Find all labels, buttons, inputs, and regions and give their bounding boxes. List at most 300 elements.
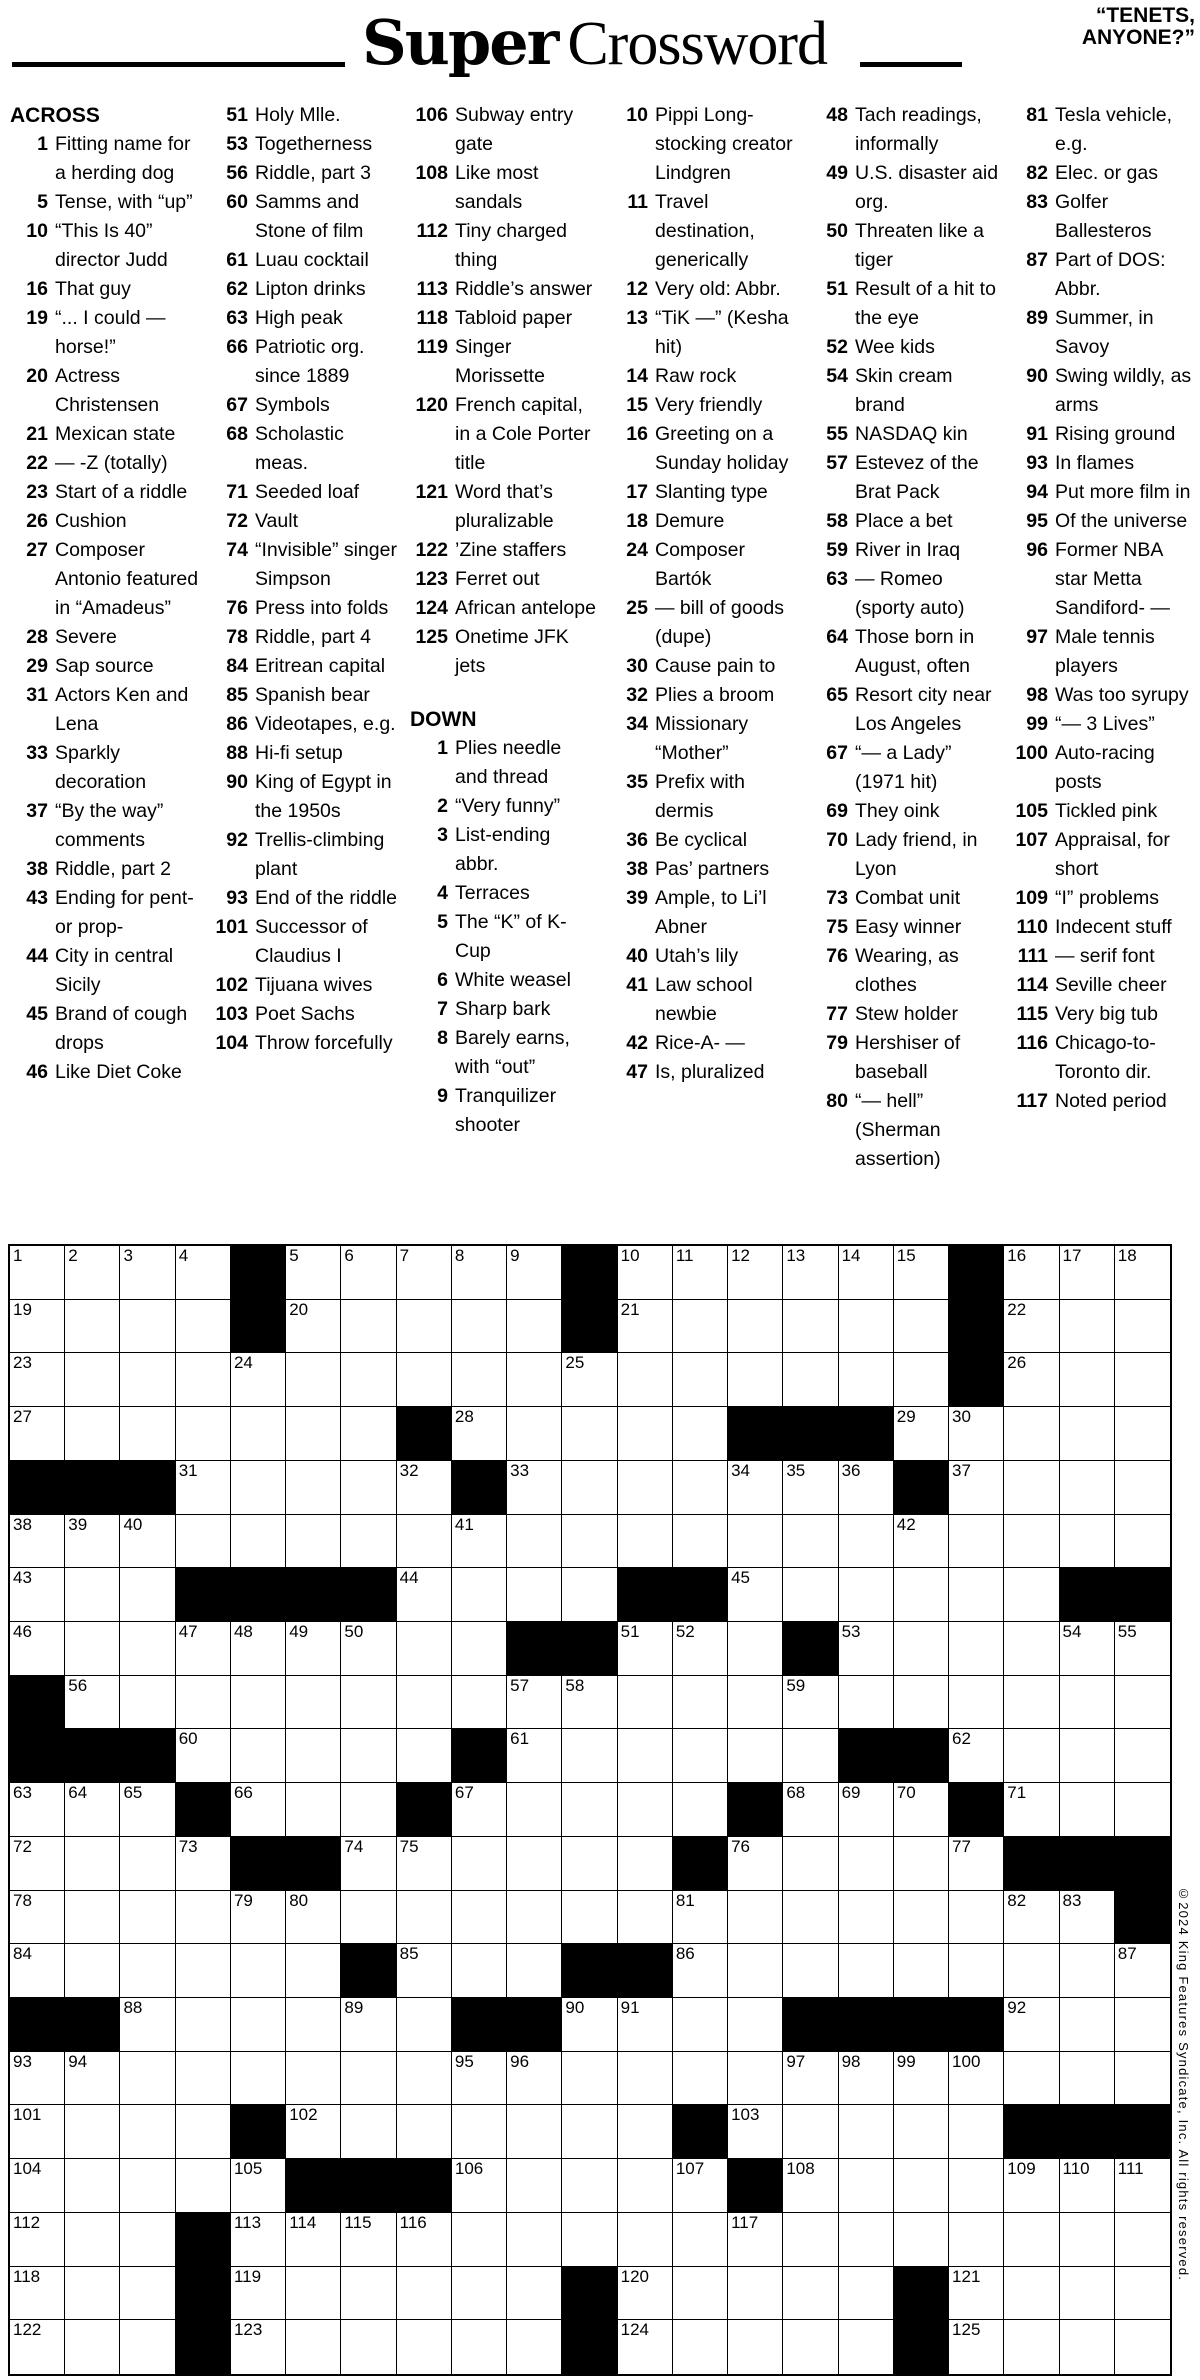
grid-cell[interactable] [728, 1515, 783, 1569]
grid-cell[interactable] [894, 1515, 949, 1569]
grid-cell[interactable] [1004, 1461, 1059, 1515]
grid-cell[interactable] [452, 2105, 507, 2159]
grid-cell[interactable] [673, 1729, 728, 1783]
grid-cell[interactable] [839, 2267, 894, 2321]
grid-cell[interactable] [507, 2213, 562, 2267]
grid-cell[interactable] [673, 1353, 728, 1407]
grid-cell[interactable] [562, 2105, 617, 2159]
grid-cell[interactable] [728, 1837, 783, 1891]
grid-cell[interactable] [397, 1515, 452, 1569]
grid-cell[interactable] [1060, 1515, 1115, 1569]
grid-cell[interactable] [1004, 2159, 1059, 2213]
grid-cell[interactable] [839, 1515, 894, 1569]
grid-cell[interactable] [176, 1407, 231, 1461]
grid-cell[interactable] [507, 1568, 562, 1622]
grid-cell[interactable] [618, 1998, 673, 2052]
grid-cell[interactable] [783, 2320, 838, 2374]
grid-cell[interactable] [452, 2052, 507, 2106]
grid-cell[interactable] [894, 1676, 949, 1730]
grid-cell[interactable] [1115, 1515, 1170, 1569]
grid-cell[interactable] [286, 2320, 341, 2374]
grid-cell[interactable] [562, 1515, 617, 1569]
grid-cell[interactable] [894, 1837, 949, 1891]
grid-cell[interactable] [783, 2052, 838, 2106]
grid-cell[interactable] [452, 2267, 507, 2321]
grid-cell[interactable] [1060, 1729, 1115, 1783]
grid-cell[interactable] [65, 1891, 120, 1945]
grid-cell[interactable] [1060, 1783, 1115, 1837]
grid-cell[interactable] [1060, 2159, 1115, 2213]
grid-cell[interactable] [65, 2105, 120, 2159]
grid-cell[interactable] [231, 2267, 286, 2321]
grid-cell[interactable] [618, 2320, 673, 2374]
grid-cell[interactable] [949, 1407, 1004, 1461]
grid-cell[interactable] [341, 1622, 396, 1676]
grid-cell[interactable] [1004, 1407, 1059, 1461]
grid-cell[interactable] [618, 1729, 673, 1783]
grid-cell[interactable] [341, 1515, 396, 1569]
grid-cell[interactable] [1060, 1353, 1115, 1407]
grid-cell[interactable] [65, 2159, 120, 2213]
grid-cell[interactable] [783, 1729, 838, 1783]
grid-cell[interactable] [231, 1729, 286, 1783]
grid-cell[interactable] [286, 2105, 341, 2159]
grid-cell[interactable] [507, 2052, 562, 2106]
grid-cell[interactable] [839, 1461, 894, 1515]
grid-cell[interactable] [65, 1676, 120, 1730]
grid-cell[interactable] [1115, 2267, 1170, 2321]
grid-cell[interactable] [839, 1676, 894, 1730]
grid-cell[interactable] [673, 2267, 728, 2321]
grid-cell[interactable] [728, 1891, 783, 1945]
grid-cell[interactable] [1004, 1783, 1059, 1837]
grid-cell[interactable] [839, 1837, 894, 1891]
grid-cell[interactable] [10, 1407, 65, 1461]
grid-cell[interactable] [452, 1944, 507, 1998]
grid-cell[interactable] [894, 1622, 949, 1676]
grid-cell[interactable] [1004, 1944, 1059, 1998]
grid-cell[interactable] [452, 2320, 507, 2374]
grid-cell[interactable] [507, 1246, 562, 1300]
grid-cell[interactable] [120, 1246, 175, 1300]
grid-cell[interactable] [728, 1353, 783, 1407]
grid-cell[interactable] [286, 1461, 341, 1515]
grid-cell[interactable] [562, 1729, 617, 1783]
grid-cell[interactable] [839, 2105, 894, 2159]
grid-cell[interactable] [10, 2159, 65, 2213]
grid-cell[interactable] [507, 1353, 562, 1407]
grid-cell[interactable] [65, 1300, 120, 1354]
grid-cell[interactable] [231, 1622, 286, 1676]
grid-cell[interactable] [562, 2052, 617, 2106]
grid-cell[interactable] [839, 1568, 894, 1622]
grid-cell[interactable] [10, 1246, 65, 1300]
grid-cell[interactable] [783, 1891, 838, 1945]
grid-cell[interactable] [10, 1300, 65, 1354]
grid-cell[interactable] [231, 2052, 286, 2106]
grid-cell[interactable] [618, 2159, 673, 2213]
grid-cell[interactable] [341, 1783, 396, 1837]
grid-cell[interactable] [894, 1407, 949, 1461]
grid-cell[interactable] [1004, 1300, 1059, 1354]
grid-cell[interactable] [949, 2105, 1004, 2159]
grid-cell[interactable] [231, 1783, 286, 1837]
grid-cell[interactable] [949, 1515, 1004, 1569]
grid-cell[interactable] [286, 1246, 341, 1300]
grid-cell[interactable] [286, 1891, 341, 1945]
grid-cell[interactable] [176, 1944, 231, 1998]
grid-cell[interactable] [839, 1891, 894, 1945]
grid-cell[interactable] [397, 1461, 452, 1515]
grid-cell[interactable] [839, 1300, 894, 1354]
grid-cell[interactable] [1115, 2213, 1170, 2267]
grid-cell[interactable] [562, 2213, 617, 2267]
grid-cell[interactable] [65, 2267, 120, 2321]
grid-cell[interactable] [839, 1353, 894, 1407]
grid-cell[interactable] [618, 2105, 673, 2159]
grid-cell[interactable] [949, 1729, 1004, 1783]
grid-cell[interactable] [452, 1353, 507, 1407]
grid-cell[interactable] [397, 1837, 452, 1891]
grid-cell[interactable] [618, 1461, 673, 1515]
grid-cell[interactable] [949, 2213, 1004, 2267]
grid-cell[interactable] [894, 1568, 949, 1622]
grid-cell[interactable] [1004, 2213, 1059, 2267]
grid-cell[interactable] [1060, 1300, 1115, 1354]
grid-cell[interactable] [286, 1676, 341, 1730]
grid-cell[interactable] [507, 1300, 562, 1354]
grid-cell[interactable] [839, 1783, 894, 1837]
grid-cell[interactable] [397, 2052, 452, 2106]
crossword-grid[interactable] [8, 1244, 1172, 2376]
grid-cell[interactable] [618, 1246, 673, 1300]
grid-cell[interactable] [10, 2213, 65, 2267]
grid-cell[interactable] [673, 1622, 728, 1676]
grid-cell[interactable] [949, 2052, 1004, 2106]
grid-cell[interactable] [1060, 2213, 1115, 2267]
grid-cell[interactable] [1115, 1353, 1170, 1407]
grid-cell[interactable] [120, 1407, 175, 1461]
grid-cell[interactable] [783, 1783, 838, 1837]
grid-cell[interactable] [341, 1300, 396, 1354]
grid-cell[interactable] [728, 1622, 783, 1676]
grid-cell[interactable] [562, 1998, 617, 2052]
grid-cell[interactable] [120, 1891, 175, 1945]
grid-cell[interactable] [618, 1837, 673, 1891]
grid-cell[interactable] [286, 1783, 341, 1837]
grid-cell[interactable] [176, 1461, 231, 1515]
grid-cell[interactable] [949, 2320, 1004, 2374]
grid-cell[interactable] [120, 1783, 175, 1837]
grid-cell[interactable] [452, 1300, 507, 1354]
grid-cell[interactable] [1004, 1515, 1059, 1569]
grid-cell[interactable] [397, 1622, 452, 1676]
grid-cell[interactable] [562, 2159, 617, 2213]
grid-cell[interactable] [562, 1568, 617, 1622]
grid-cell[interactable] [562, 1891, 617, 1945]
grid-cell[interactable] [120, 2105, 175, 2159]
grid-cell[interactable] [894, 1944, 949, 1998]
grid-cell[interactable] [65, 1353, 120, 1407]
grid-cell[interactable] [452, 2159, 507, 2213]
grid-cell[interactable] [949, 2159, 1004, 2213]
grid-cell[interactable] [397, 2213, 452, 2267]
grid-cell[interactable] [783, 2105, 838, 2159]
grid-cell[interactable] [176, 1998, 231, 2052]
grid-cell[interactable] [286, 1353, 341, 1407]
grid-cell[interactable] [341, 2267, 396, 2321]
grid-cell[interactable] [10, 1891, 65, 1945]
grid-cell[interactable] [10, 1837, 65, 1891]
grid-cell[interactable] [231, 1353, 286, 1407]
grid-cell[interactable] [728, 2213, 783, 2267]
grid-cell[interactable] [341, 1729, 396, 1783]
grid-cell[interactable] [1115, 2052, 1170, 2106]
grid-cell[interactable] [783, 2159, 838, 2213]
grid-cell[interactable] [618, 1300, 673, 1354]
grid-cell[interactable] [839, 2052, 894, 2106]
grid-cell[interactable] [507, 2267, 562, 2321]
grid-cell[interactable] [1115, 2159, 1170, 2213]
grid-cell[interactable] [231, 2320, 286, 2374]
grid-cell[interactable] [397, 2267, 452, 2321]
grid-cell[interactable] [949, 2267, 1004, 2321]
grid-cell[interactable] [673, 1944, 728, 1998]
grid-cell[interactable] [894, 1300, 949, 1354]
grid-cell[interactable] [65, 1837, 120, 1891]
grid-cell[interactable] [618, 2052, 673, 2106]
grid-cell[interactable] [728, 1676, 783, 1730]
grid-cell[interactable] [176, 2052, 231, 2106]
grid-cell[interactable] [618, 2267, 673, 2321]
grid-cell[interactable] [507, 1407, 562, 1461]
grid-cell[interactable] [120, 1837, 175, 1891]
grid-cell[interactable] [894, 2105, 949, 2159]
grid-cell[interactable] [10, 2052, 65, 2106]
grid-cell[interactable] [728, 2105, 783, 2159]
grid-cell[interactable] [176, 1837, 231, 1891]
grid-cell[interactable] [286, 2213, 341, 2267]
grid-cell[interactable] [120, 1353, 175, 1407]
grid-cell[interactable] [507, 1837, 562, 1891]
grid-cell[interactable] [507, 2159, 562, 2213]
grid-cell[interactable] [618, 1783, 673, 1837]
grid-cell[interactable] [65, 1407, 120, 1461]
grid-cell[interactable] [894, 1246, 949, 1300]
grid-cell[interactable] [618, 1622, 673, 1676]
grid-cell[interactable] [673, 1461, 728, 1515]
grid-cell[interactable] [452, 1676, 507, 1730]
grid-cell[interactable] [949, 1461, 1004, 1515]
grid-cell[interactable] [341, 1676, 396, 1730]
grid-cell[interactable] [286, 2267, 341, 2321]
grid-cell[interactable] [65, 1568, 120, 1622]
grid-cell[interactable] [65, 1783, 120, 1837]
grid-cell[interactable] [1060, 1622, 1115, 1676]
grid-cell[interactable] [397, 1246, 452, 1300]
grid-cell[interactable] [673, 1783, 728, 1837]
grid-cell[interactable] [949, 1676, 1004, 1730]
grid-cell[interactable] [507, 2320, 562, 2374]
grid-cell[interactable] [452, 1568, 507, 1622]
grid-cell[interactable] [894, 1783, 949, 1837]
grid-cell[interactable] [120, 2052, 175, 2106]
grid-cell[interactable] [1115, 1300, 1170, 1354]
grid-cell[interactable] [1115, 1729, 1170, 1783]
grid-cell[interactable] [176, 2159, 231, 2213]
grid-cell[interactable] [120, 2159, 175, 2213]
grid-cell[interactable] [65, 1246, 120, 1300]
grid-cell[interactable] [507, 1515, 562, 1569]
grid-cell[interactable] [673, 1300, 728, 1354]
grid-cell[interactable] [1115, 1246, 1170, 1300]
grid-cell[interactable] [341, 2213, 396, 2267]
grid-cell[interactable] [894, 2213, 949, 2267]
grid-cell[interactable] [286, 1729, 341, 1783]
grid-cell[interactable] [341, 1891, 396, 1945]
grid-cell[interactable] [562, 1353, 617, 1407]
grid-cell[interactable] [783, 1568, 838, 1622]
grid-cell[interactable] [452, 1837, 507, 1891]
grid-cell[interactable] [397, 2105, 452, 2159]
grid-cell[interactable] [341, 1998, 396, 2052]
grid-cell[interactable] [452, 2213, 507, 2267]
grid-cell[interactable] [452, 1891, 507, 1945]
grid-cell[interactable] [10, 2105, 65, 2159]
grid-cell[interactable] [176, 1300, 231, 1354]
grid-cell[interactable] [176, 1891, 231, 1945]
grid-cell[interactable] [397, 1998, 452, 2052]
grid-cell[interactable] [1004, 2052, 1059, 2106]
grid-cell[interactable] [65, 2320, 120, 2374]
grid-cell[interactable] [949, 1891, 1004, 1945]
grid-cell[interactable] [341, 2105, 396, 2159]
grid-cell[interactable] [783, 2213, 838, 2267]
grid-cell[interactable] [286, 2052, 341, 2106]
grid-cell[interactable] [673, 2213, 728, 2267]
grid-cell[interactable] [1004, 1998, 1059, 2052]
grid-cell[interactable] [231, 1676, 286, 1730]
grid-cell[interactable] [839, 2320, 894, 2374]
grid-cell[interactable] [673, 2159, 728, 2213]
grid-cell[interactable] [65, 1515, 120, 1569]
grid-cell[interactable] [1004, 1246, 1059, 1300]
grid-cell[interactable] [562, 1676, 617, 1730]
grid-cell[interactable] [783, 1353, 838, 1407]
grid-cell[interactable] [839, 2159, 894, 2213]
grid-cell[interactable] [397, 1729, 452, 1783]
grid-cell[interactable] [728, 1300, 783, 1354]
grid-cell[interactable] [176, 1353, 231, 1407]
grid-cell[interactable] [728, 1944, 783, 1998]
grid-cell[interactable] [507, 1729, 562, 1783]
grid-cell[interactable] [507, 1461, 562, 1515]
grid-cell[interactable] [341, 2320, 396, 2374]
grid-cell[interactable] [783, 1461, 838, 1515]
grid-cell[interactable] [1004, 1568, 1059, 1622]
grid-cell[interactable] [120, 2267, 175, 2321]
grid-cell[interactable] [507, 1944, 562, 1998]
grid-cell[interactable] [673, 1891, 728, 1945]
grid-cell[interactable] [231, 2159, 286, 2213]
grid-cell[interactable] [397, 2320, 452, 2374]
grid-cell[interactable] [839, 1246, 894, 1300]
grid-cell[interactable] [728, 1998, 783, 2052]
grid-cell[interactable] [673, 1246, 728, 1300]
grid-cell[interactable] [65, 2213, 120, 2267]
grid-cell[interactable] [507, 1783, 562, 1837]
grid-cell[interactable] [618, 2213, 673, 2267]
grid-cell[interactable] [783, 1515, 838, 1569]
grid-cell[interactable] [341, 1353, 396, 1407]
grid-cell[interactable] [562, 1837, 617, 1891]
grid-cell[interactable] [1004, 1622, 1059, 1676]
grid-cell[interactable] [894, 1891, 949, 1945]
grid-cell[interactable] [397, 1568, 452, 1622]
grid-cell[interactable] [65, 1622, 120, 1676]
grid-cell[interactable] [1115, 1783, 1170, 1837]
grid-cell[interactable] [176, 1515, 231, 1569]
grid-cell[interactable] [231, 1998, 286, 2052]
grid-cell[interactable] [949, 1837, 1004, 1891]
grid-cell[interactable] [1060, 1407, 1115, 1461]
grid-cell[interactable] [286, 1622, 341, 1676]
grid-cell[interactable] [673, 1407, 728, 1461]
grid-cell[interactable] [397, 1676, 452, 1730]
grid-cell[interactable] [728, 2052, 783, 2106]
grid-cell[interactable] [231, 1407, 286, 1461]
grid-cell[interactable] [728, 1461, 783, 1515]
grid-cell[interactable] [286, 1944, 341, 1998]
grid-cell[interactable] [1115, 1461, 1170, 1515]
grid-cell[interactable] [1004, 1676, 1059, 1730]
grid-cell[interactable] [341, 1246, 396, 1300]
grid-cell[interactable] [728, 1568, 783, 1622]
grid-cell[interactable] [10, 1622, 65, 1676]
grid-cell[interactable] [452, 1515, 507, 1569]
grid-cell[interactable] [783, 1676, 838, 1730]
grid-cell[interactable] [1060, 1246, 1115, 1300]
grid-cell[interactable] [894, 1353, 949, 1407]
grid-cell[interactable] [1060, 2267, 1115, 2321]
grid-cell[interactable] [452, 1783, 507, 1837]
grid-cell[interactable] [65, 2052, 120, 2106]
grid-cell[interactable] [231, 1944, 286, 1998]
grid-cell[interactable] [1115, 1998, 1170, 2052]
grid-cell[interactable] [286, 1998, 341, 2052]
grid-cell[interactable] [10, 1353, 65, 1407]
grid-cell[interactable] [1004, 2267, 1059, 2321]
grid-cell[interactable] [452, 1407, 507, 1461]
grid-cell[interactable] [1060, 1944, 1115, 1998]
grid-cell[interactable] [452, 1622, 507, 1676]
grid-cell[interactable] [120, 2213, 175, 2267]
grid-cell[interactable] [10, 1568, 65, 1622]
grid-cell[interactable] [894, 2052, 949, 2106]
grid-cell[interactable] [673, 2052, 728, 2106]
grid-cell[interactable] [562, 1461, 617, 1515]
grid-cell[interactable] [728, 1246, 783, 1300]
grid-cell[interactable] [507, 1891, 562, 1945]
grid-cell[interactable] [120, 1998, 175, 2052]
grid-cell[interactable] [618, 1353, 673, 1407]
grid-cell[interactable] [1060, 1891, 1115, 1945]
grid-cell[interactable] [176, 1676, 231, 1730]
grid-cell[interactable] [1115, 1407, 1170, 1461]
grid-cell[interactable] [231, 1461, 286, 1515]
grid-cell[interactable] [341, 1837, 396, 1891]
grid-cell[interactable] [783, 1944, 838, 1998]
